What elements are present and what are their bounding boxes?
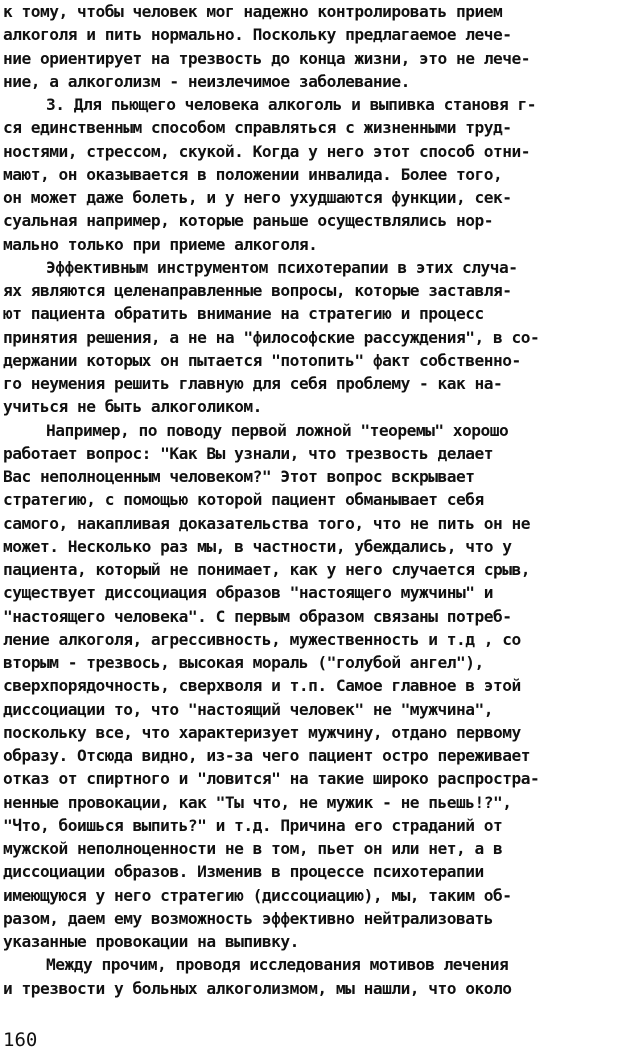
text-line: ление алкоголя, агрессивность, мужественность и т.д , со <box>3 629 521 649</box>
text-line: держании которых он пытается "потопить" факт собственно- <box>3 350 521 370</box>
text-line: Между прочим, проводя исследования мотивов лечения <box>46 955 509 975</box>
text-line: го неумения решить главную для себя проблему - как на- <box>3 374 503 393</box>
text-line: Вас неполноценным человеком?" Этот вопрос вскрывает <box>3 467 475 486</box>
text-line: ют пациента обратить внимание на стратегию и процесс <box>3 304 484 324</box>
text-line: поскольку все, что характеризует мужчину, отдано первому <box>3 722 521 742</box>
text-line: ностями, стрессом, скукой. Когда у него этот способ отни- <box>3 141 531 161</box>
text-line: образу. Отсюда видно, из-за чего пациент остро переживает <box>3 746 531 765</box>
text-line: существует диссоциация образов "настоящего мужчины" и <box>3 583 494 603</box>
text-line: "Что, боишься выпить?" и т.д. Причина его страданий от <box>3 815 503 835</box>
text-line: он может даже болеть, и у него ухудшаются функции, сек- <box>3 188 512 207</box>
text-line: и трезвости у больных алкоголизмом, мы нашли, что около <box>3 978 512 998</box>
text-line: ях являются целенаправленные вопросы, которые заставля- <box>3 281 512 300</box>
text-line: учиться не быть алкоголиком. <box>3 397 262 417</box>
text-line: "настоящего человека". С первым образом связаны потреб- <box>3 606 512 626</box>
text-line: вторым - трезвось, высокая мораль ("голубой ангел"), <box>3 653 484 672</box>
text-line: мужской неполноценности не в том, пьет он или нет, а в <box>3 839 503 858</box>
text-line: диссоциации то, что "настоящий человек" не "мужчина", <box>3 699 494 719</box>
text-line: Например, по поводу первой ложной "теоремы" хорошо <box>46 420 509 440</box>
text-line: ние, а алкоголизм - неизлечимое заболевание. <box>3 71 410 91</box>
text-line: к тому, чтобы человек мог надежно контролировать прием <box>3 2 503 21</box>
text-line: диссоциации образов. Изменив в процессе психотерапии <box>3 862 484 882</box>
text-line: мают, он оказывается в положении инвалида. Более того, <box>3 164 503 184</box>
text-line: разом, даем ему возможность эффективно нейтрализовать <box>3 908 494 928</box>
text-line: работает вопрос: "Как Вы узнали, что трезвость делает <box>3 443 494 463</box>
text-line: принятия решения, а не на "философские рассуждения", в со- <box>3 327 540 347</box>
text-line: ние ориентирует на трезвость до конца жизни, это не лече- <box>3 48 531 68</box>
text-line: указанные провокации на выпивку. <box>3 932 299 951</box>
text-line: может. Несколько раз мы, в частности, убеждались, что у <box>3 536 512 556</box>
text-line: мально только при приеме алкоголя. <box>3 234 318 254</box>
text-line: алкоголя и пить нормально. Поскольку предлагаемое лече- <box>3 25 512 45</box>
text-line: пациента, который не понимает, как у него случается срыв, <box>3 560 531 579</box>
text-line: стратегию, с помощью которой пациент обманывает себя <box>3 490 484 510</box>
page-number: 160 <box>3 1029 38 1051</box>
text-line: самого, накапливая доказательства того, что не пить он не <box>3 513 531 533</box>
text-line: отказ от спиртного и "ловится" на такие широко распростра- <box>3 769 540 789</box>
text-line: суальная например, которые раньше осуществлялись нор- <box>3 211 494 231</box>
text-line: ненные провокации, как "Ты что, не мужик - не пьешь!?", <box>3 792 512 812</box>
text-line: сверхпорядочность, сверхволя и т.п. Самое главное в этой <box>3 676 521 696</box>
text-line: 3. Для пьющего человека алкоголь и выпивка становя г- <box>46 95 537 114</box>
text-line: ся единственным способом справляться с жизненными труд- <box>3 118 512 138</box>
text-line: Эффективным инструментом психотерапии в этих случа- <box>46 257 518 277</box>
text-line: имеющуюся у него стратегию (диссоциацию), мы, таким об- <box>3 885 512 905</box>
